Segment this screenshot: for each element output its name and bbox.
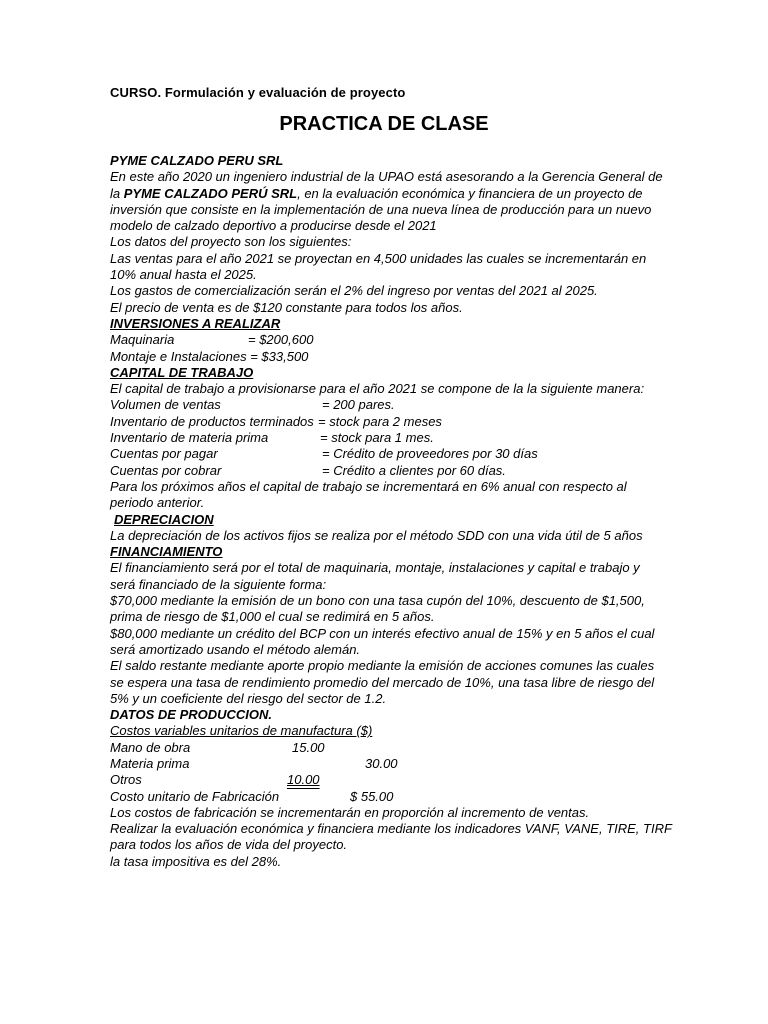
working-capital-row	[110, 446, 670, 462]
financing-line: será financiado de la siguiente forma:	[110, 576, 327, 592]
intro-line: Los datos del proyecto son los siguientes:	[110, 234, 352, 250]
cost-label: Costo unitario de Fabricación	[110, 788, 280, 804]
cost-row	[110, 789, 670, 805]
investment-row	[110, 349, 670, 365]
intro-text: , en la evaluación económica y financiera de un proyecto de	[297, 185, 643, 201]
intro-line: Los gastos de comercialización serán el 2% del ingreso por ventas del 2021 al 2025.	[110, 283, 598, 299]
cost-label: Mano de obra	[110, 739, 191, 755]
wc-value: = Crédito de proveedores por 30 días	[322, 446, 538, 462]
company-name: PYME CALZADO PERU SRL	[110, 153, 284, 168]
working-capital-heading: CAPITAL DE TRABAJO	[110, 364, 254, 380]
intro-line	[110, 186, 670, 202]
cost-row	[110, 772, 670, 788]
wc-label: Inventario de productos terminados	[110, 413, 314, 429]
cost-total-value: $ 55.00	[350, 788, 394, 804]
course-line: CURSO. Formulación y evaluación de proyecto	[110, 85, 406, 100]
cost-value: 10.00	[287, 772, 320, 788]
intro-line: En este año 2020 un ingeniero industrial de la UPAO está asesorando a la Gerencia General de	[110, 169, 663, 185]
investment-value: = $33,500	[250, 348, 309, 364]
working-capital-row	[110, 414, 670, 430]
wc-value: = stock para 2 meses	[318, 413, 442, 429]
page-title: PRACTICA DE CLASE	[279, 113, 489, 135]
intro-text: la	[110, 185, 121, 201]
intro-line: inversión que consiste en la implementación de una nueva línea de producción para un nuevo	[110, 201, 652, 217]
wc-value: = 200 pares.	[322, 397, 395, 413]
financing-line: $70,000 mediante la emisión de un bono con una tasa cupón del 10%, descuento de $1,500,	[110, 593, 645, 609]
financing-line: $80,000 mediante un crédito del BCP con un interés efectivo anual de 15% y en 5 años el cual	[110, 625, 655, 641]
production-heading: DATOS DE PRODUCCION.	[110, 707, 273, 723]
investment-value: = $200,600	[248, 332, 314, 348]
wc-label: Inventario de materia prima	[110, 430, 269, 446]
financing-line: prima de riesgo de $1,000 el cual se redimirá en 5 años.	[110, 609, 435, 625]
production-line: Realizar la evaluación económica y financiera mediante los indicadores VANF, VANE, TIRE, TIRF	[110, 821, 672, 837]
production-line: Los costos de fabricación se incrementarán en proporción al incremento de ventas.	[110, 804, 590, 820]
working-capital-intro: El capital de trabajo a provisionarse para el año 2021 se compone de la la siguiente manera:	[110, 381, 645, 397]
production-line: la tasa impositiva es del 28%.	[110, 853, 282, 869]
intro-line: Las ventas para el año 2021 se proyectan en 4,500 unidades las cuales se incrementarán en	[110, 250, 647, 266]
document-body	[110, 153, 670, 870]
financing-heading: FINANCIAMIENTO	[110, 544, 223, 560]
financing-line: se espera una tasa de rendimiento promedio del mercado de 10%, una tasa libre de riesgo del	[110, 674, 655, 690]
cost-value: 30.00	[365, 755, 398, 771]
working-capital-note: periodo anterior.	[110, 495, 205, 511]
financing-line: 5% y un coeficiente del riesgo del sector de 1.2.	[110, 690, 387, 706]
working-capital-note: Para los próximos años el capital de trabajo se incrementará en 6% anual con respecto al	[110, 478, 627, 494]
depreciation-heading: DEPRECIACION	[114, 511, 214, 527]
wc-label: Cuentas por pagar	[110, 446, 218, 462]
cost-row	[110, 740, 670, 756]
wc-label: Volumen de ventas	[110, 397, 221, 413]
working-capital-row	[110, 430, 670, 446]
wc-value: = Crédito a clientes por 60 días.	[322, 462, 506, 478]
company-name-inline: PYME CALZADO PERÚ SRL	[123, 185, 298, 201]
cost-label: Otros	[110, 772, 142, 788]
wc-value: = stock para 1 mes.	[320, 430, 434, 446]
cost-value: 15.00	[292, 739, 325, 755]
working-capital-row	[110, 463, 670, 479]
investment-label: Montaje e Instalaciones	[110, 348, 247, 364]
financing-line: El saldo restante mediante aporte propio mediante la emisión de acciones comunes las cuales	[110, 658, 655, 674]
investment-label: Maquinaria	[110, 332, 175, 348]
production-line: para todos los años de vida del proyecto.	[110, 837, 348, 853]
investment-row	[110, 332, 670, 348]
investments-heading: INVERSIONES A REALIZAR	[110, 315, 281, 331]
financing-line: será amortizado usando el método alemán.	[110, 641, 361, 657]
intro-line: modelo de calzado deportivo a producirse desde el 2021	[110, 218, 437, 234]
wc-label: Cuentas por cobrar	[110, 462, 222, 478]
intro-line: El precio de venta es de $120 constante para todos los años.	[110, 299, 463, 315]
depreciation-text: La depreciación de los activos fijos se realiza por el método SDD con una vida útil de 5 años	[110, 527, 643, 543]
working-capital-row	[110, 397, 670, 413]
cost-row	[110, 756, 670, 772]
financing-line: El financiamiento será por el total de maquinaria, montaje, instalaciones y capital e trabajo y	[110, 560, 640, 576]
cost-label: Materia prima	[110, 755, 190, 771]
production-subheading: Costos variables unitarios de manufactura ($)	[110, 723, 373, 739]
intro-line: 10% anual hasta el 2025.	[110, 267, 257, 283]
